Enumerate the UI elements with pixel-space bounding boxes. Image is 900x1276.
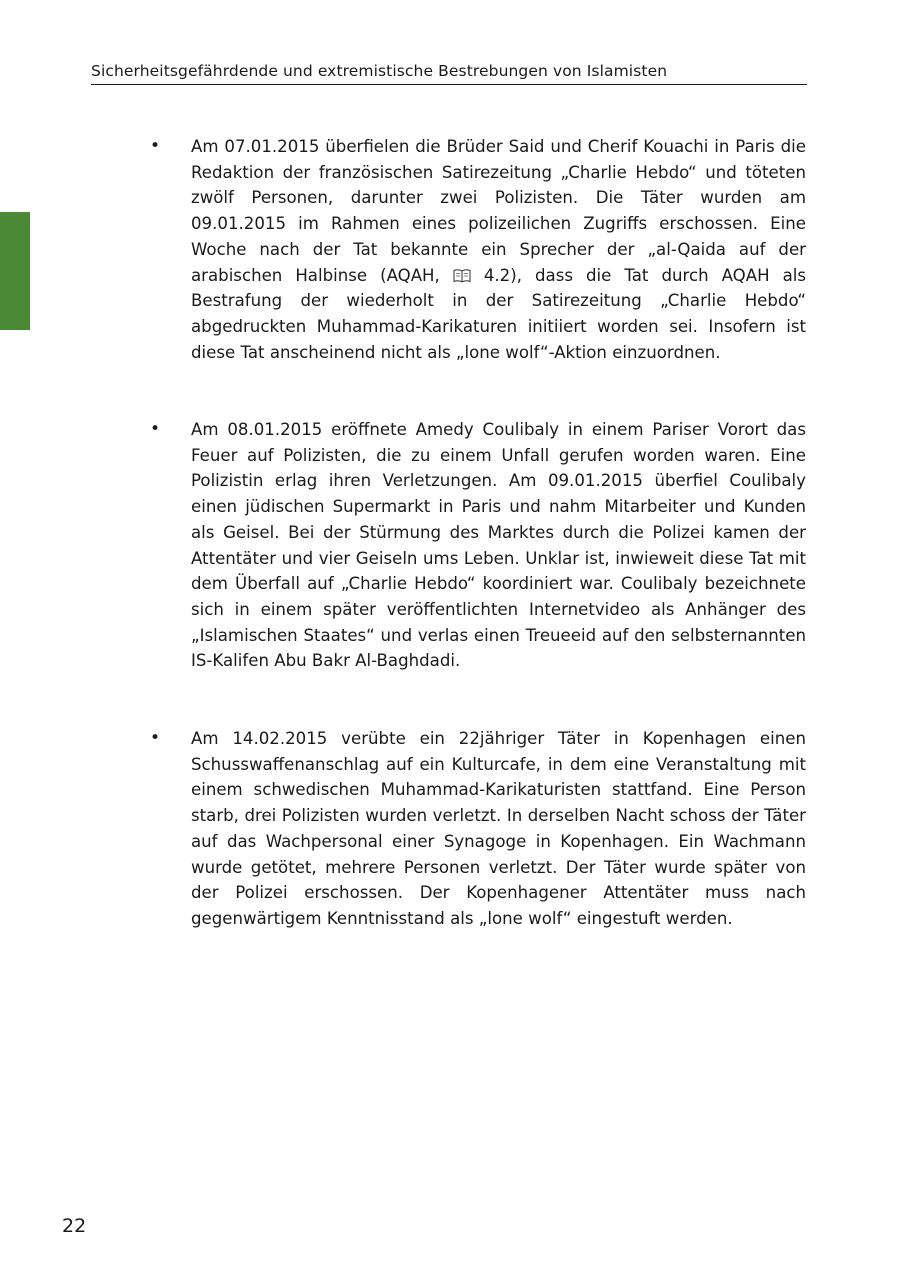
bullet-paragraph: [191, 134, 806, 365]
bullet-symbol: •: [150, 728, 161, 748]
bullet-symbol: •: [150, 136, 161, 156]
bullet-symbol: •: [150, 419, 161, 439]
bullet-paragraph: Am 08.01.2015 eröffnete Amedy Coulibaly in einem Pariser Vorort das Feuer auf Polizisten, die zu einem Unfall gerufen worden waren. Eine Polizistin erlag ihren Verletzungen. Am 09.01.2015 überfiel Coulibaly einen jüdischen Supermarkt in Paris und nahm Mitarbeiter und Kunden als Geisel. Bei der Stürmung des Marktes durch die Polizei kamen der Attentäter und vier Geiseln ums Leben. Unklar ist, inwieweit diese Tat mit dem Überfall auf „Charlie Hebdo“ koordiniert war. Coulibaly bezeichnete sich in einem später veröffentlichten Internetvideo als Anhänger des „Islamischen Staates“ und verlas einen Treueeid auf den selbsternannten IS-Kalifen Abu Bakr Al-Baghdadi.: [191, 420, 806, 671]
chapter-marker-tab: [0, 212, 30, 330]
book-icon: [453, 268, 471, 283]
running-header: [91, 60, 807, 85]
running-header-title: Sicherheitsgefährdende und extremistische Bestrebungen von Islamisten: [91, 62, 668, 80]
bullet-paragraph: Am 14.02.2015 verübte ein 22jähriger Täter in Kopenhagen einen Schusswaffenanschlag auf ein Kulturcafe, in dem eine Veranstaltung mit einem schwedischen Muhammad-Karikaturisten stattfand. Eine Person starb, drei Polizisten wurden verletzt. In derselben Nacht schoss der Täter auf das Wachpersonal einer Synagoge in Kopenhagen. Ein Wachmann wurde getötet, mehrere Personen verletzt. Der Täter wurde später von der Polizei erschossen. Der Kopenhagener Attentäter muss nach gegenwärtigem Kenntnisstand als „lone wolf“ eingestuft werden.: [191, 729, 806, 928]
page-number: 22: [62, 1215, 87, 1237]
bullet-text-part-2: 4.2), dass die Tat durch AQAH als Bestrafung der wiederholt in der Satirezeitung „Charlie Hebdo“ abgedruckten Muhammad-Karikaturen initiiert worden sei. Insofern ist diese Tat anscheinend nicht als „lone wolf“-Aktion einzuordnen.: [191, 265, 806, 362]
bullet-text-part-1: Am 07.01.2015 überfielen die Brüder Said und Cherif Kouachi in Paris die Redaktion der französischen Satirezeitung „Charlie Hebdo“ und töteten zwölf Personen, darunter zwei Polizisten. Die Täter wurden am 09.01.2015 im Rahmen eines polizeilichen Zugriffs erschossen. Eine Woche nach der Tat bekannte ein Sprecher der „al-Qaida auf der arabischen Halbinse (AQAH,: [191, 137, 806, 285]
